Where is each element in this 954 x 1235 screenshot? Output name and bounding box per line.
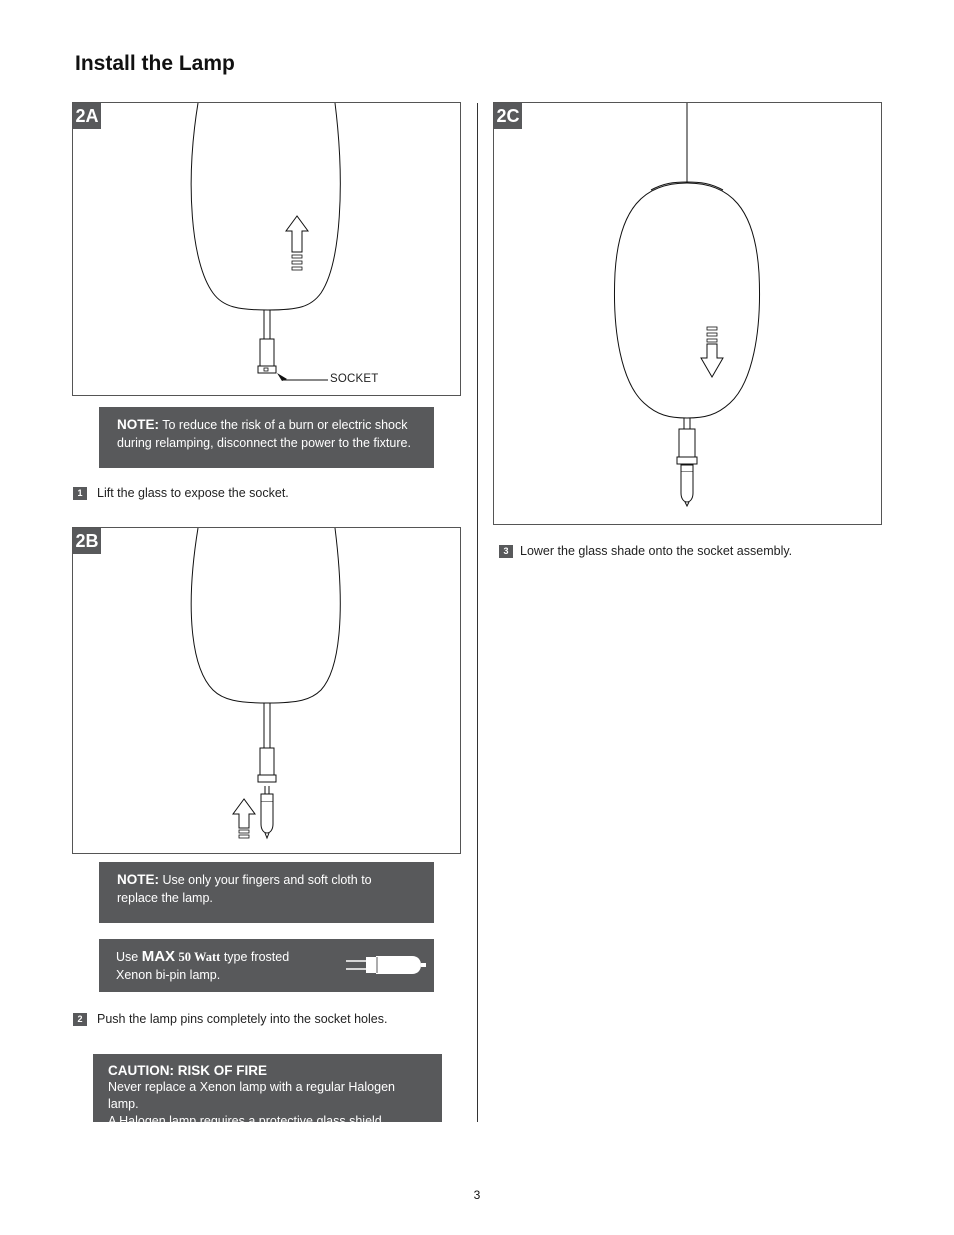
note-text: Use only your fingers and soft cloth to replace the lamp. [117,873,372,905]
page-title: Install the Lamp [75,52,235,75]
figure-2a [72,102,461,396]
lamp-spec-watt: 50 Watt [178,950,221,964]
step-text: Lower the glass shade onto the socket assembly. [520,544,793,558]
caution-line-1: Never replace a Xenon lamp with a regular Halogen lamp. [108,1080,395,1111]
figure-2c [493,102,882,525]
step-number-badge: 1 [73,487,87,500]
lamp-spec-use: Use [116,950,139,964]
step-1 [73,486,289,500]
step-3 [499,544,792,558]
note-text: To reduce the risk of a burn or electric shock during relamping, disconnect the power to the fixture. [117,418,411,450]
insert-lamp-illustration [73,528,460,853]
lamp-spec-box [99,939,434,992]
note-relamping [99,407,434,468]
caution-box [93,1054,442,1128]
lamp-spec-line-2: Xenon bi-pin lamp. [116,968,221,982]
note-prefix: NOTE: [117,417,159,432]
lamp-spec-max: MAX [141,948,176,965]
bi-pin-lamp-icon [344,948,428,982]
lower-glass-illustration [494,103,881,524]
figure-label-2b: 2B [73,528,101,554]
figure-label-2c: 2C [494,103,522,129]
note-prefix: NOTE: [117,872,159,887]
caution-line-2: A Halogen lamp requires a protective glass shield. [108,1114,386,1128]
caution-title: CAUTION: RISK OF FIRE [108,1063,267,1078]
step-text: Lift the glass to expose the socket. [97,486,289,500]
step-number-badge: 2 [73,1013,87,1026]
column-divider [477,103,478,1122]
lamp-spec-rest1: type frosted [223,950,290,964]
step-text: Push the lamp pins completely into the socket holes. [97,1012,388,1026]
note-handling [99,862,434,923]
lift-glass-illustration [73,103,460,395]
socket-callout-label: SOCKET [330,373,379,385]
figure-label-2a: 2A [73,103,101,129]
step-2 [73,1012,387,1026]
page-number: 3 [473,1188,481,1202]
figure-2b [72,527,461,854]
step-number-badge: 3 [499,545,513,558]
